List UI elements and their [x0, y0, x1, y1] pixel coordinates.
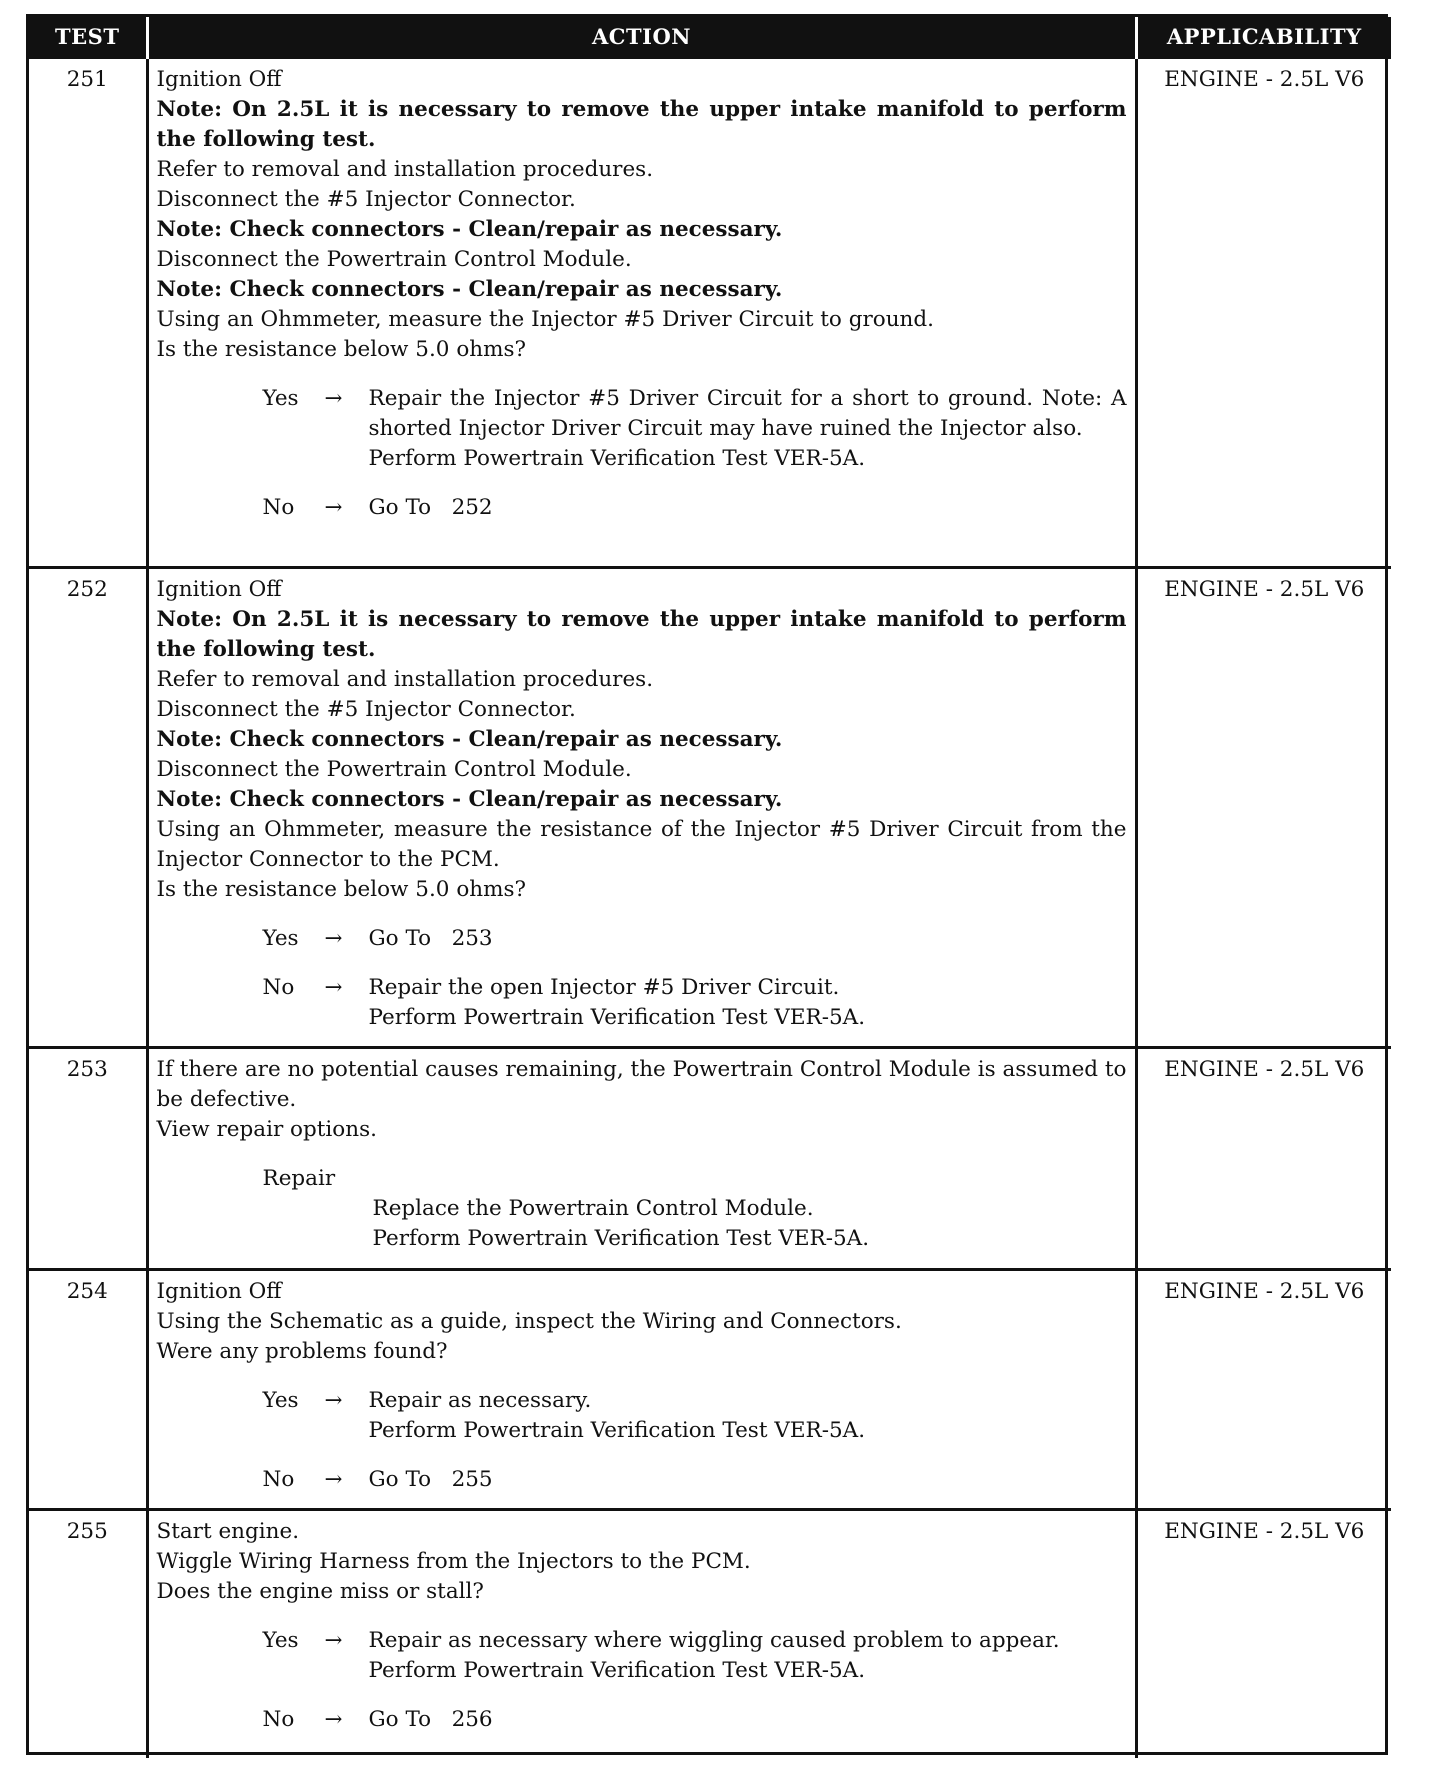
action-line: Using an Ohmmeter, measure the Injector #5 Driver Circuit to ground. [156, 306, 934, 332]
repair-line: Replace the Powertrain Control Module. [372, 1195, 814, 1221]
no-response [263, 493, 1127, 523]
test-number: 254 [29, 1269, 147, 1509]
diagnostic-table-frame [26, 14, 1388, 1755]
arrow-icon: → [324, 925, 343, 951]
action-line: Is the resistance below 5.0 ohms? [156, 876, 527, 902]
no-response [263, 1465, 1127, 1495]
response-line: Repair as necessary. [368, 1387, 592, 1413]
action-line: Does the engine miss or stall? [156, 1578, 484, 1604]
no-label: No [262, 974, 295, 1000]
applicability-cell: ENGINE - 2.5L V6 [1136, 1509, 1391, 1758]
yes-response [263, 1386, 1127, 1446]
action-line: Ignition Off [156, 576, 282, 602]
goto-link[interactable]: Go To 256 [368, 1706, 493, 1732]
arrow-icon: → [324, 1627, 343, 1653]
test-number: 253 [29, 1047, 147, 1269]
goto-link[interactable]: Go To 252 [368, 494, 493, 520]
action-line: Disconnect the #5 Injector Connector. [156, 696, 576, 722]
action-line: Refer to removal and installation procedures. [156, 666, 654, 692]
applicability-cell: ENGINE - 2.5L V6 [1136, 57, 1391, 567]
table-row [29, 57, 1391, 567]
table-header-row [29, 17, 1391, 57]
arrow-icon: → [324, 385, 343, 411]
response-line: Perform Powertrain Verification Test VER-5A. [368, 1004, 866, 1030]
table-row [29, 567, 1391, 1047]
action-cell [147, 1269, 1136, 1509]
action-cell [147, 57, 1136, 567]
applicability-cell: ENGINE - 2.5L V6 [1136, 1047, 1391, 1269]
action-line: If there are no potential causes remaining, the Powertrain Control Module is assumed to be defective. [156, 1056, 1127, 1112]
response-line: Perform Powertrain Verification Test VER-5A. [368, 1417, 866, 1443]
applicability-cell: ENGINE - 2.5L V6 [1136, 1269, 1391, 1509]
no-response [263, 1705, 1127, 1735]
action-line: Disconnect the Powertrain Control Module. [156, 756, 632, 782]
action-line: Start engine. [156, 1518, 300, 1544]
no-label: No [262, 494, 295, 520]
response-line: Repair as necessary where wiggling caused problem to appear. [368, 1627, 1060, 1653]
table-row [29, 1269, 1391, 1509]
action-line: Is the resistance below 5.0 ohms? [156, 336, 527, 362]
arrow-icon: → [324, 974, 343, 1000]
yes-response [263, 924, 1127, 954]
no-label: No [262, 1466, 295, 1492]
header-applicability: APPLICABILITY [1136, 17, 1391, 57]
yes-response [263, 384, 1127, 474]
action-cell [147, 567, 1136, 1047]
action-cell [147, 1047, 1136, 1269]
action-line: Using an Ohmmeter, measure the resistance of the Injector #5 Driver Circuit from the Injector Connector to the PCM. [156, 816, 1127, 872]
action-cell [147, 1509, 1136, 1758]
no-response [263, 973, 1127, 1033]
action-line: View repair options. [156, 1116, 377, 1142]
action-note: Note: Check connectors - Clean/repair as necessary. [156, 726, 783, 752]
repair-label: Repair [262, 1165, 336, 1191]
arrow-icon: → [324, 494, 343, 520]
action-line: Disconnect the Powertrain Control Module. [156, 246, 632, 272]
goto-link[interactable]: Go To 253 [368, 925, 493, 951]
response-line: Repair the open Injector #5 Driver Circuit. [368, 974, 840, 1000]
response-line: Perform Powertrain Verification Test VER-5A. [368, 445, 866, 471]
action-note: Note: Check connectors - Clean/repair as necessary. [156, 216, 783, 242]
header-test: TEST [55, 23, 120, 49]
table-row [29, 1509, 1391, 1758]
goto-link[interactable]: Go To 255 [368, 1466, 493, 1492]
action-line: Were any problems found? [156, 1338, 448, 1364]
yes-label: Yes [262, 385, 299, 411]
yes-label: Yes [262, 1627, 299, 1653]
action-line: Ignition Off [156, 1278, 282, 1304]
table-row [29, 1047, 1391, 1269]
arrow-icon: → [324, 1466, 343, 1492]
action-note: Note: On 2.5L it is necessary to remove the upper intake manifold to perform the following test. [156, 606, 1127, 662]
action-note: Note: On 2.5L it is necessary to remove the upper intake manifold to perform the following test. [156, 96, 1127, 152]
action-line: Refer to removal and installation procedures. [156, 156, 654, 182]
test-number: 255 [29, 1509, 147, 1758]
repair-line: Perform Powertrain Verification Test VER-5A. [372, 1225, 870, 1251]
test-number: 251 [29, 57, 147, 567]
response-line: Perform Powertrain Verification Test VER-5A. [368, 1657, 866, 1683]
arrow-icon: → [324, 1387, 343, 1413]
action-line: Ignition Off [156, 66, 282, 92]
action-line: Using the Schematic as a guide, inspect the Wiring and Connectors. [156, 1308, 902, 1334]
action-note: Note: Check connectors - Clean/repair as necessary. [156, 276, 783, 302]
arrow-icon: → [324, 1706, 343, 1732]
test-number: 252 [29, 567, 147, 1047]
action-note: Note: Check connectors - Clean/repair as necessary. [156, 786, 783, 812]
action-line: Disconnect the #5 Injector Connector. [156, 186, 576, 212]
diagnostic-test-table [29, 17, 1391, 1758]
header-action: ACTION [147, 17, 1136, 57]
no-label: No [262, 1706, 295, 1732]
yes-label: Yes [262, 1387, 299, 1413]
response-line: Repair the Injector #5 Driver Circuit for a short to ground. Note: A shorted Injector Driver Circuit may have ruined the Injector also. [368, 385, 1127, 441]
applicability-cell: ENGINE - 2.5L V6 [1136, 567, 1391, 1047]
action-line: Wiggle Wiring Harness from the Injectors to the PCM. [156, 1548, 751, 1574]
yes-response [263, 1626, 1127, 1686]
yes-label: Yes [262, 925, 299, 951]
